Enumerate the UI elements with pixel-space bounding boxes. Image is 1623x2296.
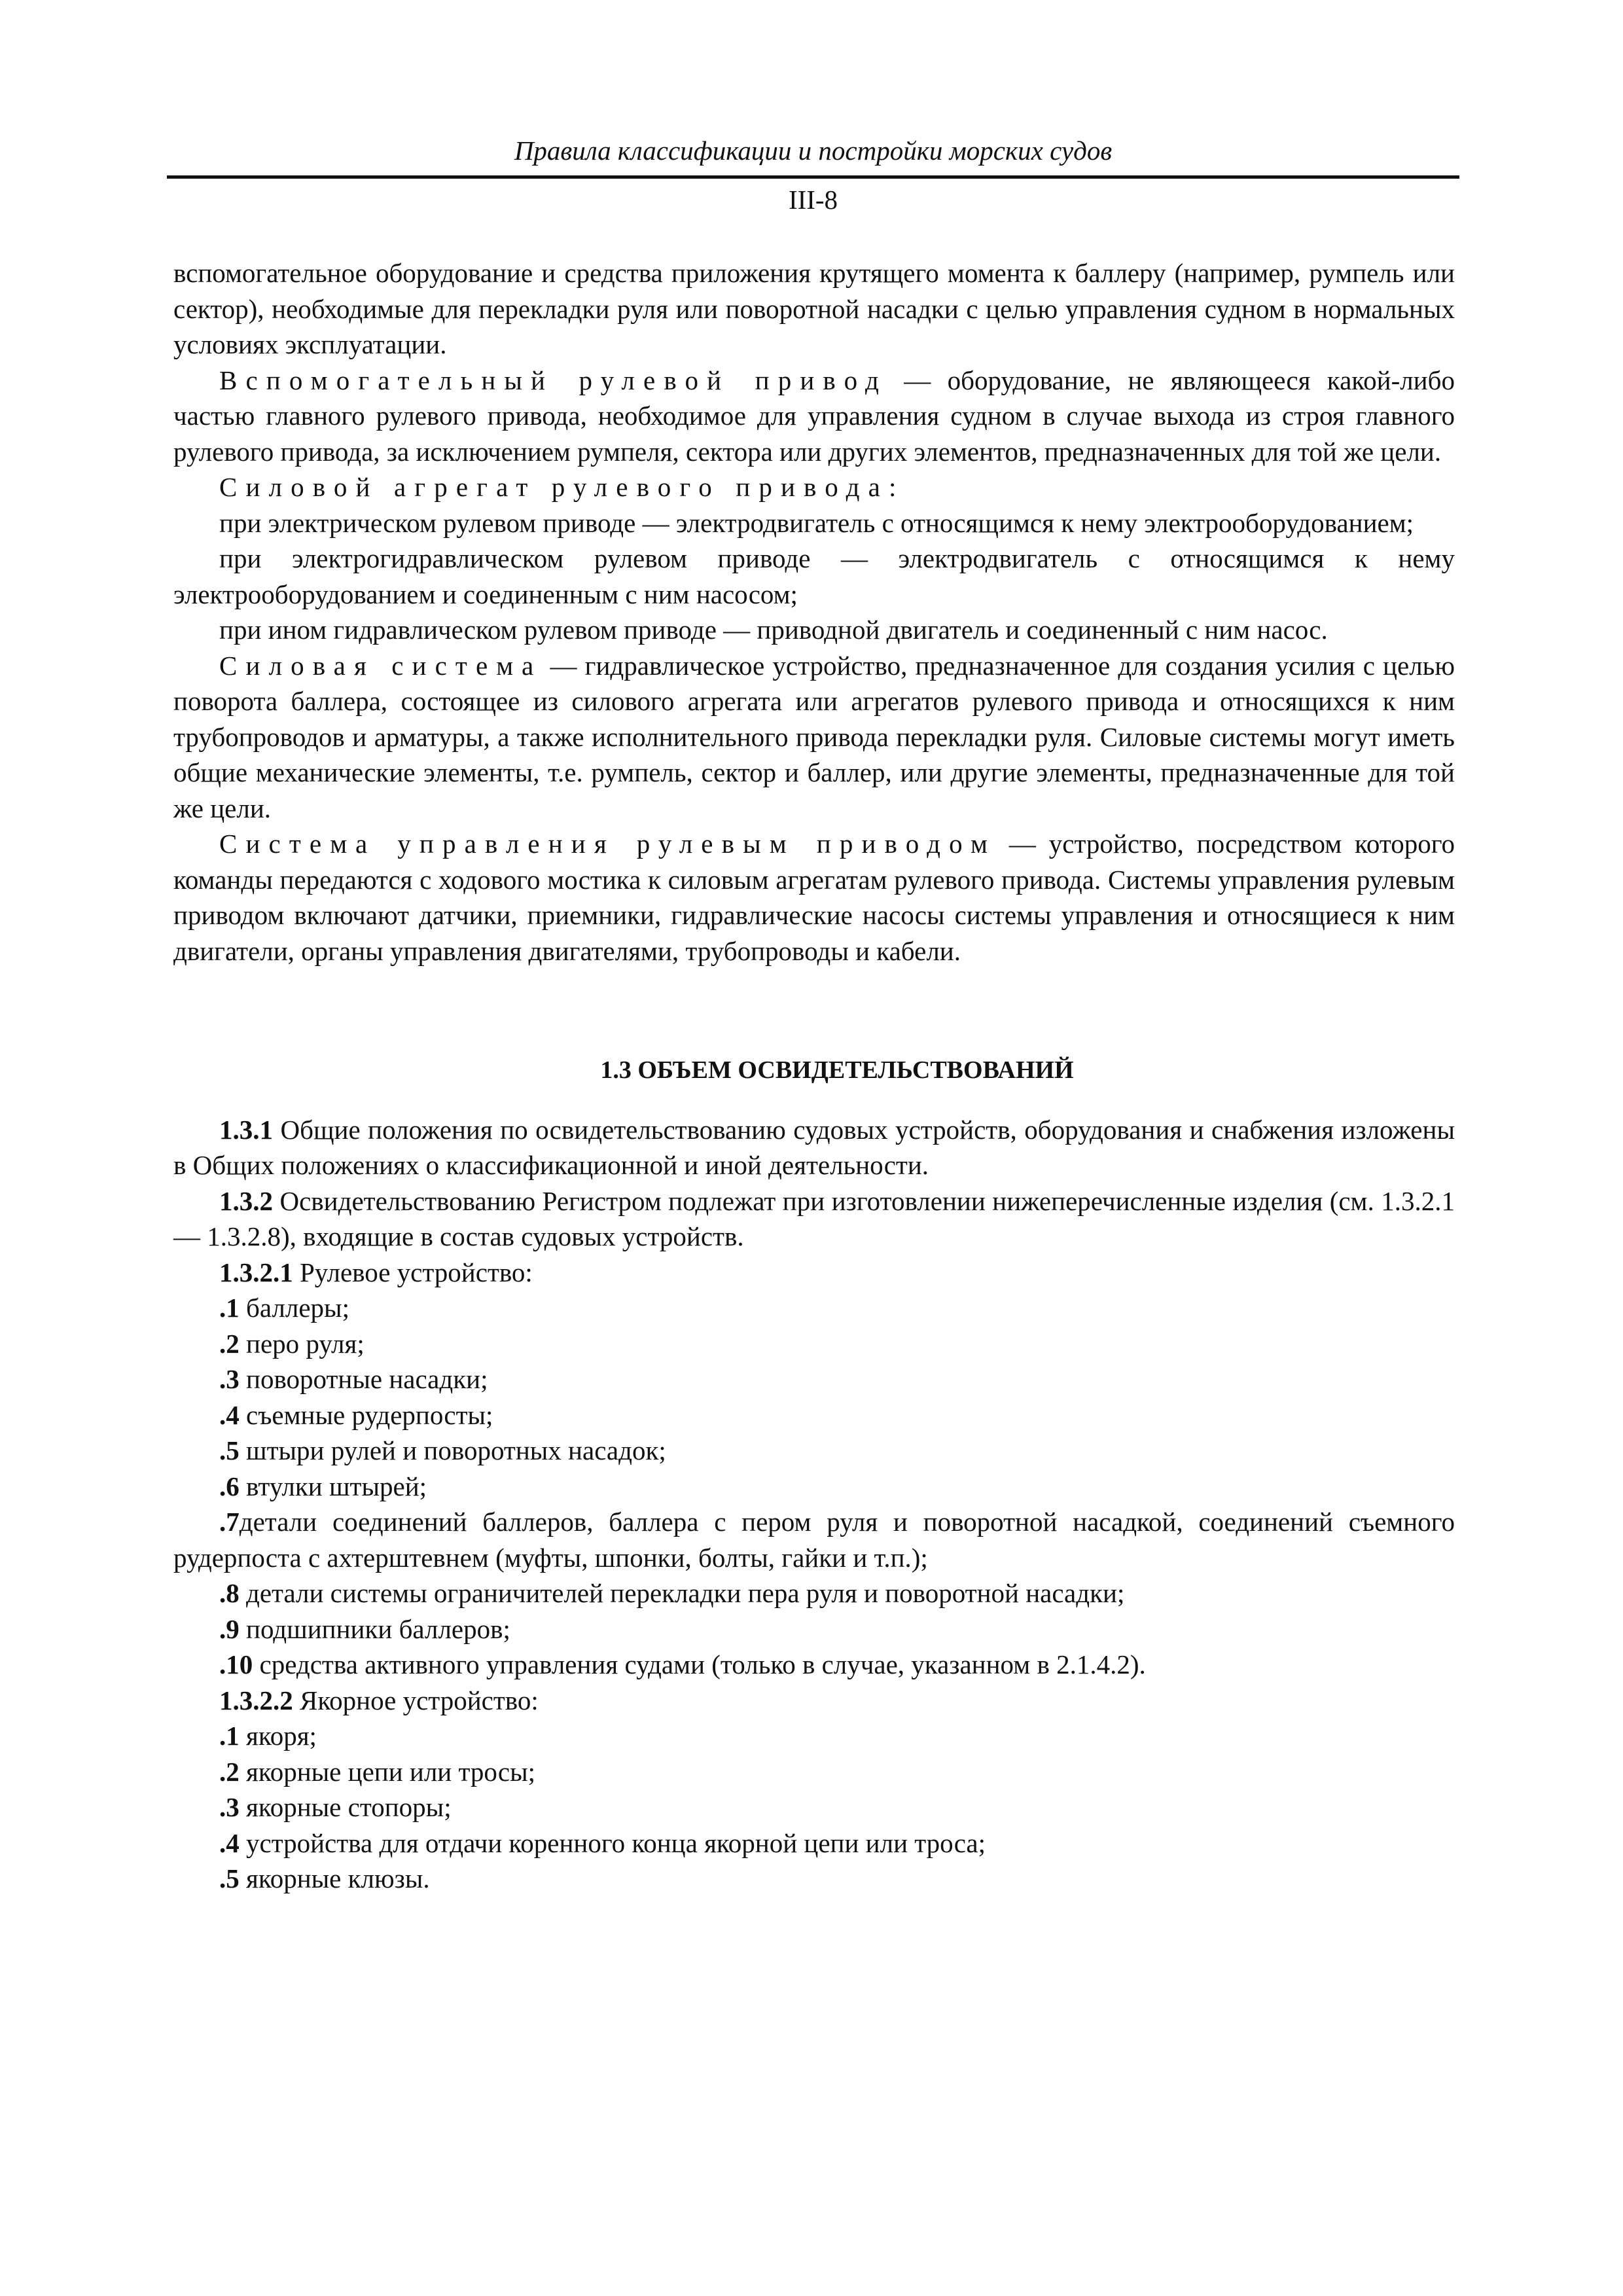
item-text: перо руля; bbox=[239, 1328, 365, 1359]
clause-number: 1.3.2.2 bbox=[219, 1685, 293, 1715]
term-power-system: Силовая система bbox=[219, 650, 543, 681]
list-item bbox=[173, 1789, 1455, 1825]
term-power-unit: Силовой агрегат рулевого привода: bbox=[219, 472, 905, 502]
anchor-items-list bbox=[173, 1718, 1455, 1897]
clause-1-3-2-1 bbox=[173, 1255, 1455, 1291]
item-text: втулки штырей; bbox=[239, 1471, 427, 1501]
clause-text: Общие положения по освидетельствованию судовых устройств, оборудования и снабжения изложены в Общих положениях о классификационной и иной деятельности. bbox=[173, 1114, 1455, 1180]
section-title: 1.3 ОБЪЕМ ОСВИДЕТЕЛЬСТВОВАНИЙ bbox=[600, 1056, 1074, 1084]
clause-text: Освидетельствованию Регистром подлежат при изготовлении нижеперечисленные изделия (см. 1.3.2.1 — 1.3.2.8), входящие в состав судовых устройств. bbox=[173, 1185, 1455, 1251]
page-number: III-8 bbox=[788, 185, 838, 215]
list-item bbox=[173, 1504, 1455, 1575]
item-number: .5 bbox=[219, 1863, 240, 1893]
list-item bbox=[173, 1397, 1455, 1433]
list-item bbox=[173, 1361, 1455, 1397]
item-number: .1 bbox=[219, 1721, 240, 1751]
item-number: .4 bbox=[219, 1827, 240, 1858]
item-number: .2 bbox=[219, 1328, 240, 1359]
steering-items-list bbox=[173, 1290, 1455, 1683]
definition-text: — устройство, посредством которого команды передаются с ходового мостика к силовым агрегатам рулевого привода. Системы управления рулевым приводом включают датчики, приемники, гидравлические насосы системы управления и относящиеся к ним двигатели, органы управления двигателями, трубопроводы и кабели. bbox=[173, 829, 1455, 966]
item-text: баллеры; bbox=[239, 1293, 349, 1323]
list-item bbox=[173, 1433, 1455, 1469]
item-text: штыри рулей и поворотных насадок; bbox=[239, 1435, 666, 1465]
definition-power-system bbox=[173, 648, 1455, 827]
clause-1-3-1 bbox=[173, 1112, 1455, 1183]
item-number: .5 bbox=[219, 1435, 240, 1465]
item-text: средства активного управления судами (только в случае, указанном в 2.1.4.2). bbox=[253, 1649, 1146, 1679]
list-item bbox=[173, 1754, 1455, 1790]
item-number: .8 bbox=[219, 1578, 240, 1608]
item-number: .9 bbox=[219, 1613, 240, 1644]
definition-power-unit bbox=[173, 469, 1455, 505]
item-number: .1 bbox=[219, 1293, 240, 1323]
list-item bbox=[173, 1825, 1455, 1861]
clause-text: Рулевое устройство: bbox=[293, 1257, 533, 1287]
item-text: детали соединений баллеров, баллера с пером руля и поворотной насадкой, соединений съемного рудерпоста с ахтерштевнем (муфты, шпонки, болты, гайки и т.п.); bbox=[173, 1507, 1455, 1573]
item-text: детали системы ограничителей перекладки пера руля и поворотной насадки; bbox=[239, 1578, 1125, 1608]
running-title: Правила классификации и постройки морских судов bbox=[514, 135, 1113, 166]
document-body bbox=[173, 255, 1455, 1897]
item-number: .10 bbox=[219, 1649, 253, 1679]
definition-steering-control-system bbox=[173, 826, 1455, 969]
item-number: .2 bbox=[219, 1756, 240, 1787]
item-text: якорные клюзы. bbox=[239, 1863, 430, 1893]
clause-number: 1.3.2.1 bbox=[219, 1257, 293, 1287]
clause-text: Якорное устройство: bbox=[293, 1685, 539, 1715]
item-text: устройства для отдачи коренного конца якорной цепи или троса; bbox=[239, 1827, 986, 1858]
item-number: .4 bbox=[219, 1399, 240, 1430]
clause-number: 1.3.1 bbox=[219, 1114, 273, 1145]
item-text: подшипники баллеров; bbox=[239, 1613, 510, 1644]
definition-text: — оборудование, не являющееся какой-либо частью главного рулевого привода, необходимое для управления судном в случае выхода из строя главного рулевого привода, за исключением румпеля, сектора или других элементов, предназначенных для той же цели. bbox=[173, 365, 1455, 467]
item-text: поворотные насадки; bbox=[239, 1364, 488, 1394]
item-number: .3 bbox=[219, 1364, 240, 1394]
definition-continuation: вспомогательное оборудование и средства приложения крутящего момента к баллеру (например, румпель или сектор), необходимые для перекладки руля или поворотной насадки с целью управления судном в нормальных условиях эксплуатации. bbox=[173, 258, 1455, 359]
item-text: якорные стопоры; bbox=[239, 1792, 452, 1822]
header-rule bbox=[167, 175, 1459, 179]
list-item bbox=[173, 1718, 1455, 1754]
clause-1-3-2-2 bbox=[173, 1683, 1455, 1719]
list-item bbox=[173, 1861, 1455, 1897]
item-number: .7 bbox=[219, 1507, 240, 1537]
item-number: .6 bbox=[219, 1471, 240, 1501]
term-auxiliary-steering-gear: Вспомогательный рулевой привод bbox=[219, 365, 887, 395]
definition-item-hydraulic: при ином гидравлическом рулевом приводе — приводной двигатель и соединенный с ним насос. bbox=[219, 615, 1328, 645]
item-text: съемные рудерпосты; bbox=[239, 1399, 493, 1430]
list-item bbox=[173, 1575, 1455, 1611]
clause-number: 1.3.2 bbox=[219, 1185, 273, 1216]
item-text: якоря; bbox=[239, 1721, 317, 1751]
list-item bbox=[173, 1290, 1455, 1326]
clause-1-3-2 bbox=[173, 1183, 1455, 1255]
definition-item-electric: при электрическом рулевом приводе — электродвигатель с относящимся к нему электрооборудованием; bbox=[219, 507, 1414, 538]
list-item bbox=[173, 1647, 1455, 1683]
list-item bbox=[173, 1326, 1455, 1362]
definition-text: — гидравлическое устройство, предназначенное для создания усилия с целью поворота баллера, состоящее из силового агрегата или агрегатов рулевого привода и относящихся к ним трубопроводов и арматуры, а также исполнительного привода перекладки руля. Силовые системы могут иметь общие механические элементы, т.е. румпель, сектор и баллер, или другие элементы, предназначенные для той же цели. bbox=[173, 650, 1455, 823]
list-item bbox=[173, 1611, 1455, 1647]
definition-item-electrohydraulic: при электрогидравлическом рулевом приводе — электродвигатель с относящимся к нему электрооборудованием и соединенным с ним насосом; bbox=[173, 543, 1455, 609]
item-text: якорные цепи или тросы; bbox=[239, 1756, 536, 1787]
definition-auxiliary-steering-gear bbox=[173, 363, 1455, 470]
item-number: .3 bbox=[219, 1792, 240, 1822]
term-steering-control-system: Система управления рулевым приводом bbox=[219, 829, 997, 859]
list-item bbox=[173, 1469, 1455, 1505]
